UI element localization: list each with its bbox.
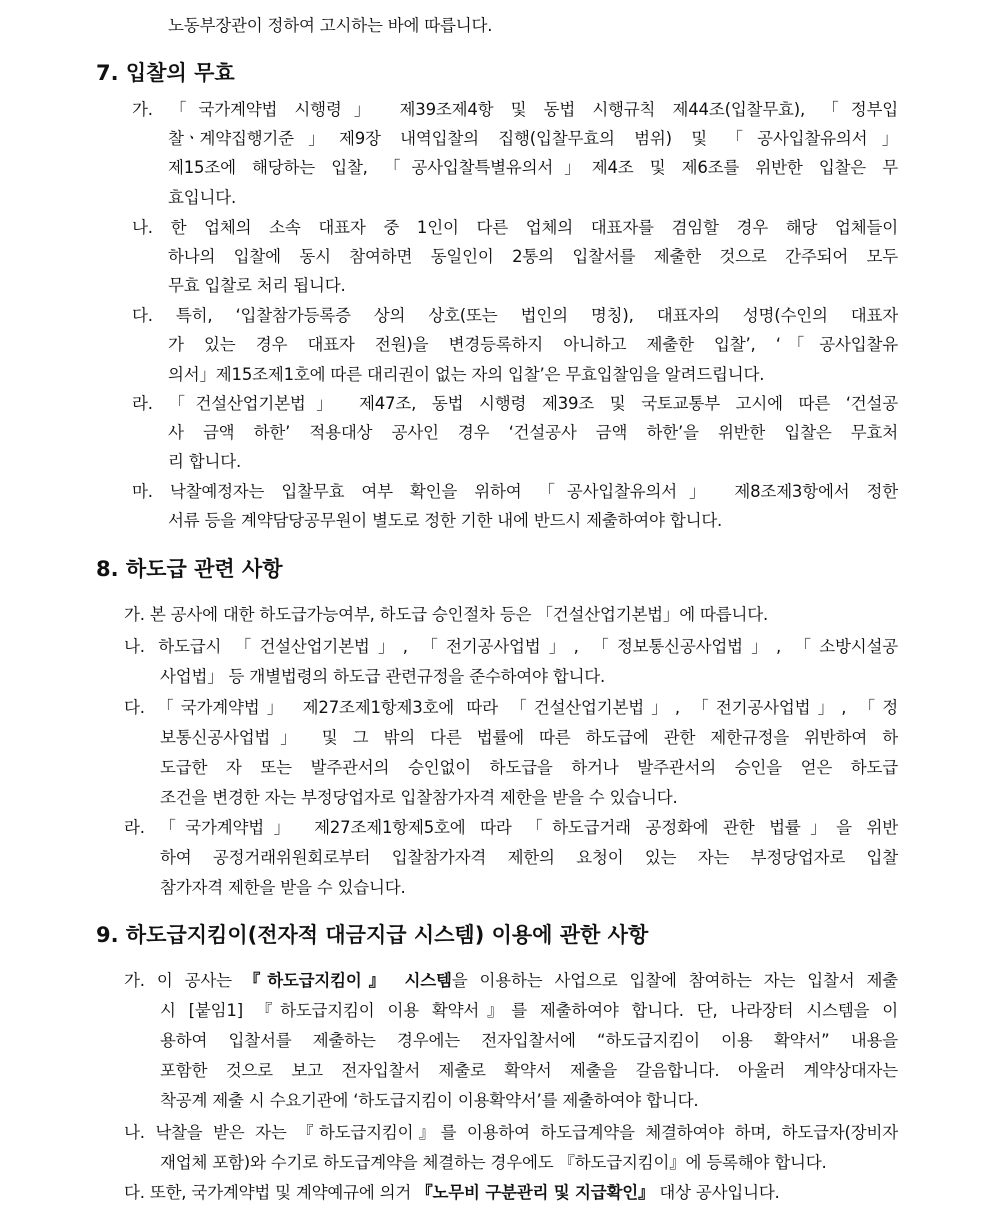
text-line: 노동부장관이 정하여 고시하는 바에 따릅니다. — [168, 16, 493, 35]
text-line: 사업법」 등 개별법령의 하도급 관련규정을 준수하여야 합니다. — [160, 667, 606, 686]
text-line: 무효 입찰로 처리 됩니다. — [168, 276, 346, 295]
text-line: 라. 「건설산업기본법」 제47조, 동법 시행령 제39조 및 국토교통부 고시에 따른 ‘건설공 — [132, 394, 898, 413]
text-line: 조건을 변경한 자는 부정당업자로 입찰참가자격 제한을 받을 수 있습니다. — [160, 788, 678, 807]
text-line: 리 합니다. — [168, 452, 242, 471]
section-heading-8: 8. 하도급 관련 사항 — [96, 557, 283, 581]
text-line: 다. 「국가계약법」 제27조제1항제3호에 따라 「건설산업기본법」, 「전기공사업법」, 「정 — [124, 698, 898, 717]
text-line: 용하여 입찰서를 제출하는 경우에는 전자입찰서에 “하도급지킴이 이용 확약서” 내용을 — [160, 1031, 898, 1050]
text-line: 하여 공정거래위원회로부터 입찰참가자격 제한의 요청이 있는 자는 부정당업자로 입찰 — [160, 848, 898, 867]
text-line: 라. 「국가계약법」 제27조제1항제5호에 따라 「하도급거래 공정화에 관한 법률」을 위반 — [124, 818, 898, 837]
text-line — [124, 971, 898, 991]
bold-text-span: 『하도급지킴이』 시스템 — [243, 971, 452, 990]
text-span: 가. 이 공사는 — [124, 971, 244, 990]
text-line: 포함한 것으로 보고 전자입찰서 제출로 확약서 제출을 갈음합니다. 아울러 계약상대자는 — [160, 1061, 898, 1080]
text-line: 착공계 제출 시 수요기관에 ‘하도급지킴이 이용확약서’를 제출하여야 합니다. — [160, 1091, 699, 1110]
text-line: 다. 특히, ‘입찰참가등록증 상의 상호(또는 법인의 명칭), 대표자의 성명(수인의 대표자 — [132, 306, 898, 325]
text-line: 나. 하도급시 「건설산업기본법」, 「전기공사업법」, 「정보통신공사업법」, 「소방시설공 — [124, 637, 898, 656]
text-line: 가 있는 경우 대표자 전원)을 변경등록하지 아니하고 제출한 입찰’, ‘「공사입찰유 — [168, 335, 898, 354]
text-line: 가. 「국가계약법 시행령」 제39조제4항 및 동법 시행규칙 제44조(입찰무효), 「정부입 — [132, 100, 898, 119]
text-line: 서류 등을 계약담당공무원이 별도로 정한 기한 내에 반드시 제출하여야 합니다. — [168, 511, 723, 530]
text-line: 찰ㆍ계약집행기준」제9장 내역입찰의 집행(입찰무효의 범위) 및 「공사입찰유의서」 — [168, 129, 898, 148]
section-heading-7: 7. 입찰의 무효 — [96, 61, 235, 85]
text-line: 효입니다. — [168, 188, 237, 207]
text-line: 보통신공사업법」 및 그 밖의 다른 법률에 따른 하도급에 관한 제한규정을 위반하여 하 — [160, 728, 898, 747]
section-heading-9: 9. 하도급지킴이(전자적 대금지급 시스템) 이용에 관한 사항 — [96, 923, 649, 947]
text-line: 나. 한 업체의 소속 대표자 중 1인이 다른 업체의 대표자를 겸임할 경우 해당 업체들이 — [132, 218, 898, 237]
text-line: 재업체 포함)와 수기로 하도급계약을 체결하는 경우에도 『하도급지킴이』에 등록해야 합니다. — [160, 1153, 827, 1172]
text-line: 사 금액 하한’ 적용대상 공사인 경우 ‘건설공사 금액 하한’을 위반한 입찰은 무효처 — [168, 423, 898, 442]
text-line: 마. 낙찰예정자는 입찰무효 여부 확인을 위하여 「공사입찰유의서」 제8조제3항에서 정한 — [132, 482, 898, 501]
text-line: 참가자격 제한을 받을 수 있습니다. — [160, 878, 406, 897]
text-line: 도급한 자 또는 발주관서의 승인없이 하도급을 하거나 발주관서의 승인을 얻은 하도급 — [160, 758, 898, 777]
bold-text-span: 『노무비 구분관리 및 지급확인』 — [416, 1183, 655, 1202]
text-line: 나. 낙찰을 받은 자는 『하도급지킴이』를 이용하여 하도급계약을 체결하여야 하며, 하도급자(장비자 — [124, 1123, 898, 1142]
text-line — [124, 1183, 780, 1203]
text-line: 의서」제15조제1호에 따른 대리권이 없는 자의 입찰’은 무효입찰임을 알려드립니다. — [168, 365, 765, 384]
text-span: 대상 공사입니다. — [654, 1183, 780, 1202]
text-span: 다. 또한, 국가계약법 및 계약예규에 의거 — [124, 1183, 417, 1202]
text-line: 가. 본 공사에 대한 하도급가능여부, 하도급 승인절차 등은 「건설산업기본법」에 따릅니다. — [124, 605, 769, 624]
text-line: 제15조에 해당하는 입찰, 「공사입찰특별유의서」제4조 및 제6조를 위반한 입찰은 무 — [168, 158, 898, 177]
text-line: 하나의 입찰에 동시 참여하면 동일인이 2통의 입찰서를 제출한 것으로 간주되어 모두 — [168, 247, 898, 266]
text-line: 시 [붙임1] 『하도급지킴이 이용 확약서』를 제출하여야 합니다. 단, 나라장터 시스템을 이 — [160, 1001, 898, 1020]
text-span: 을 이용하는 사업으로 입찰에 참여하는 자는 입찰서 제출 — [451, 971, 899, 990]
